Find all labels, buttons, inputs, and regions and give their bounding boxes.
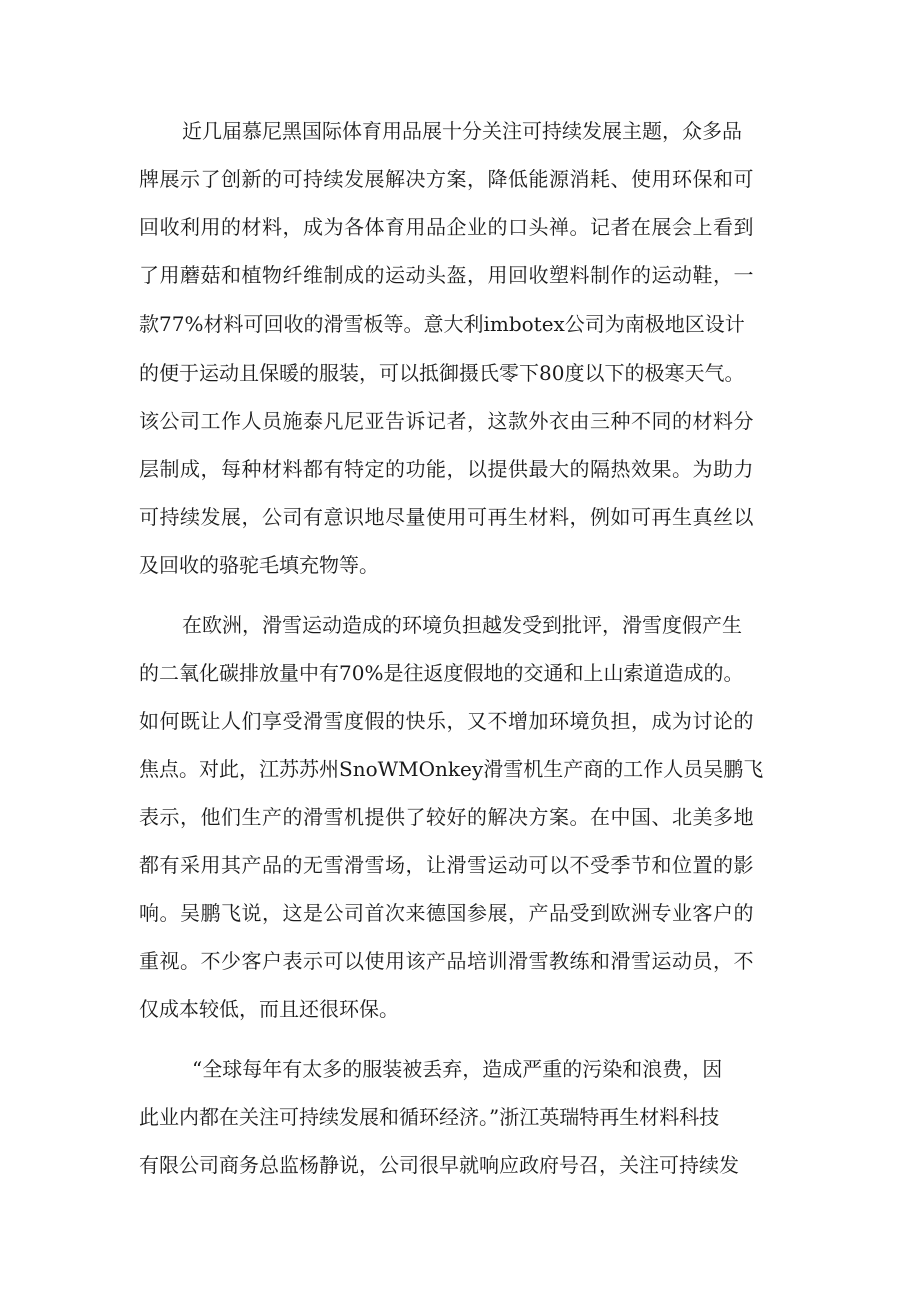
text-line: 在欧洲，滑雪运动造成的环境负担越发受到批评，滑雪度假产生: [182, 613, 742, 637]
text-line: 此业内都在关注可持续发展和循环经济。”浙江英瑞特再生材料科技: [139, 1105, 720, 1129]
text-line: 层制成，每种材料都有特定的功能，以提供最大的隔热效果。为助力: [139, 457, 754, 481]
text-line: 重视。不少客户表示可以使用该产品培训滑雪教练和滑雪运动员，不: [139, 949, 754, 973]
text-line: 的二氧化碳排放量中有70%是往返度假地的交通和上山索道造成的。: [139, 661, 744, 685]
text-line: 牌展示了创新的可持续发展解决方案，降低能源消耗、使用环保和可: [139, 167, 754, 191]
text-line: 仅成本较低，而且还很环保。: [139, 997, 399, 1021]
text-line: 表示，他们生产的滑雪机提供了较好的解决方案。在中国、北美多地: [139, 805, 754, 829]
text-line: 响。吴鹏飞说，这是公司首次来德国参展，产品受到欧洲专业客户的: [139, 901, 754, 925]
text-line: 回收利用的材料，成为各体育用品企业的口头禅。记者在展会上看到: [139, 215, 754, 239]
text-line: 的便于运动且保暖的服装，可以抵御摄氏零下80度以下的极寒天气。: [139, 361, 745, 385]
text-line: 可持续发展，公司有意识地尽量使用可再生材料，例如可再生真丝以: [139, 505, 754, 529]
text-line: 款77%材料可回收的滑雪板等。意大利imbotex公司为南极地区设计: [139, 312, 745, 336]
text-line: 如何既让人们享受滑雪度假的快乐，又不增加环境负担，成为讨论的: [139, 709, 754, 733]
text-line: 有限公司商务总监杨静说，公司很早就响应政府号召，关注可持续发: [139, 1153, 739, 1177]
text-line: 及回收的骆驼毛填充物等。: [139, 553, 379, 577]
text-line: 该公司工作人员施泰凡尼亚告诉记者，这款外衣由三种不同的材料分: [139, 409, 754, 433]
text-line: 焦点。对此，江苏苏州SnoWMOnkey滑雪机生产商的工作人员吴鹏飞: [139, 757, 764, 781]
text-line: 了用蘑菇和植物纤维制成的运动头盔，用回收塑料制作的运动鞋，一: [139, 263, 754, 287]
text-line: 近几届慕尼黑国际体育用品展十分关注可持续发展主题，众多品: [182, 119, 742, 143]
text-line: 都有采用其产品的无雪滑雪场，让滑雪运动可以不受季节和位置的影: [139, 853, 754, 877]
text-line: “全球每年有太多的服装被丢弃，造成严重的污染和浪费，因: [192, 1057, 723, 1081]
